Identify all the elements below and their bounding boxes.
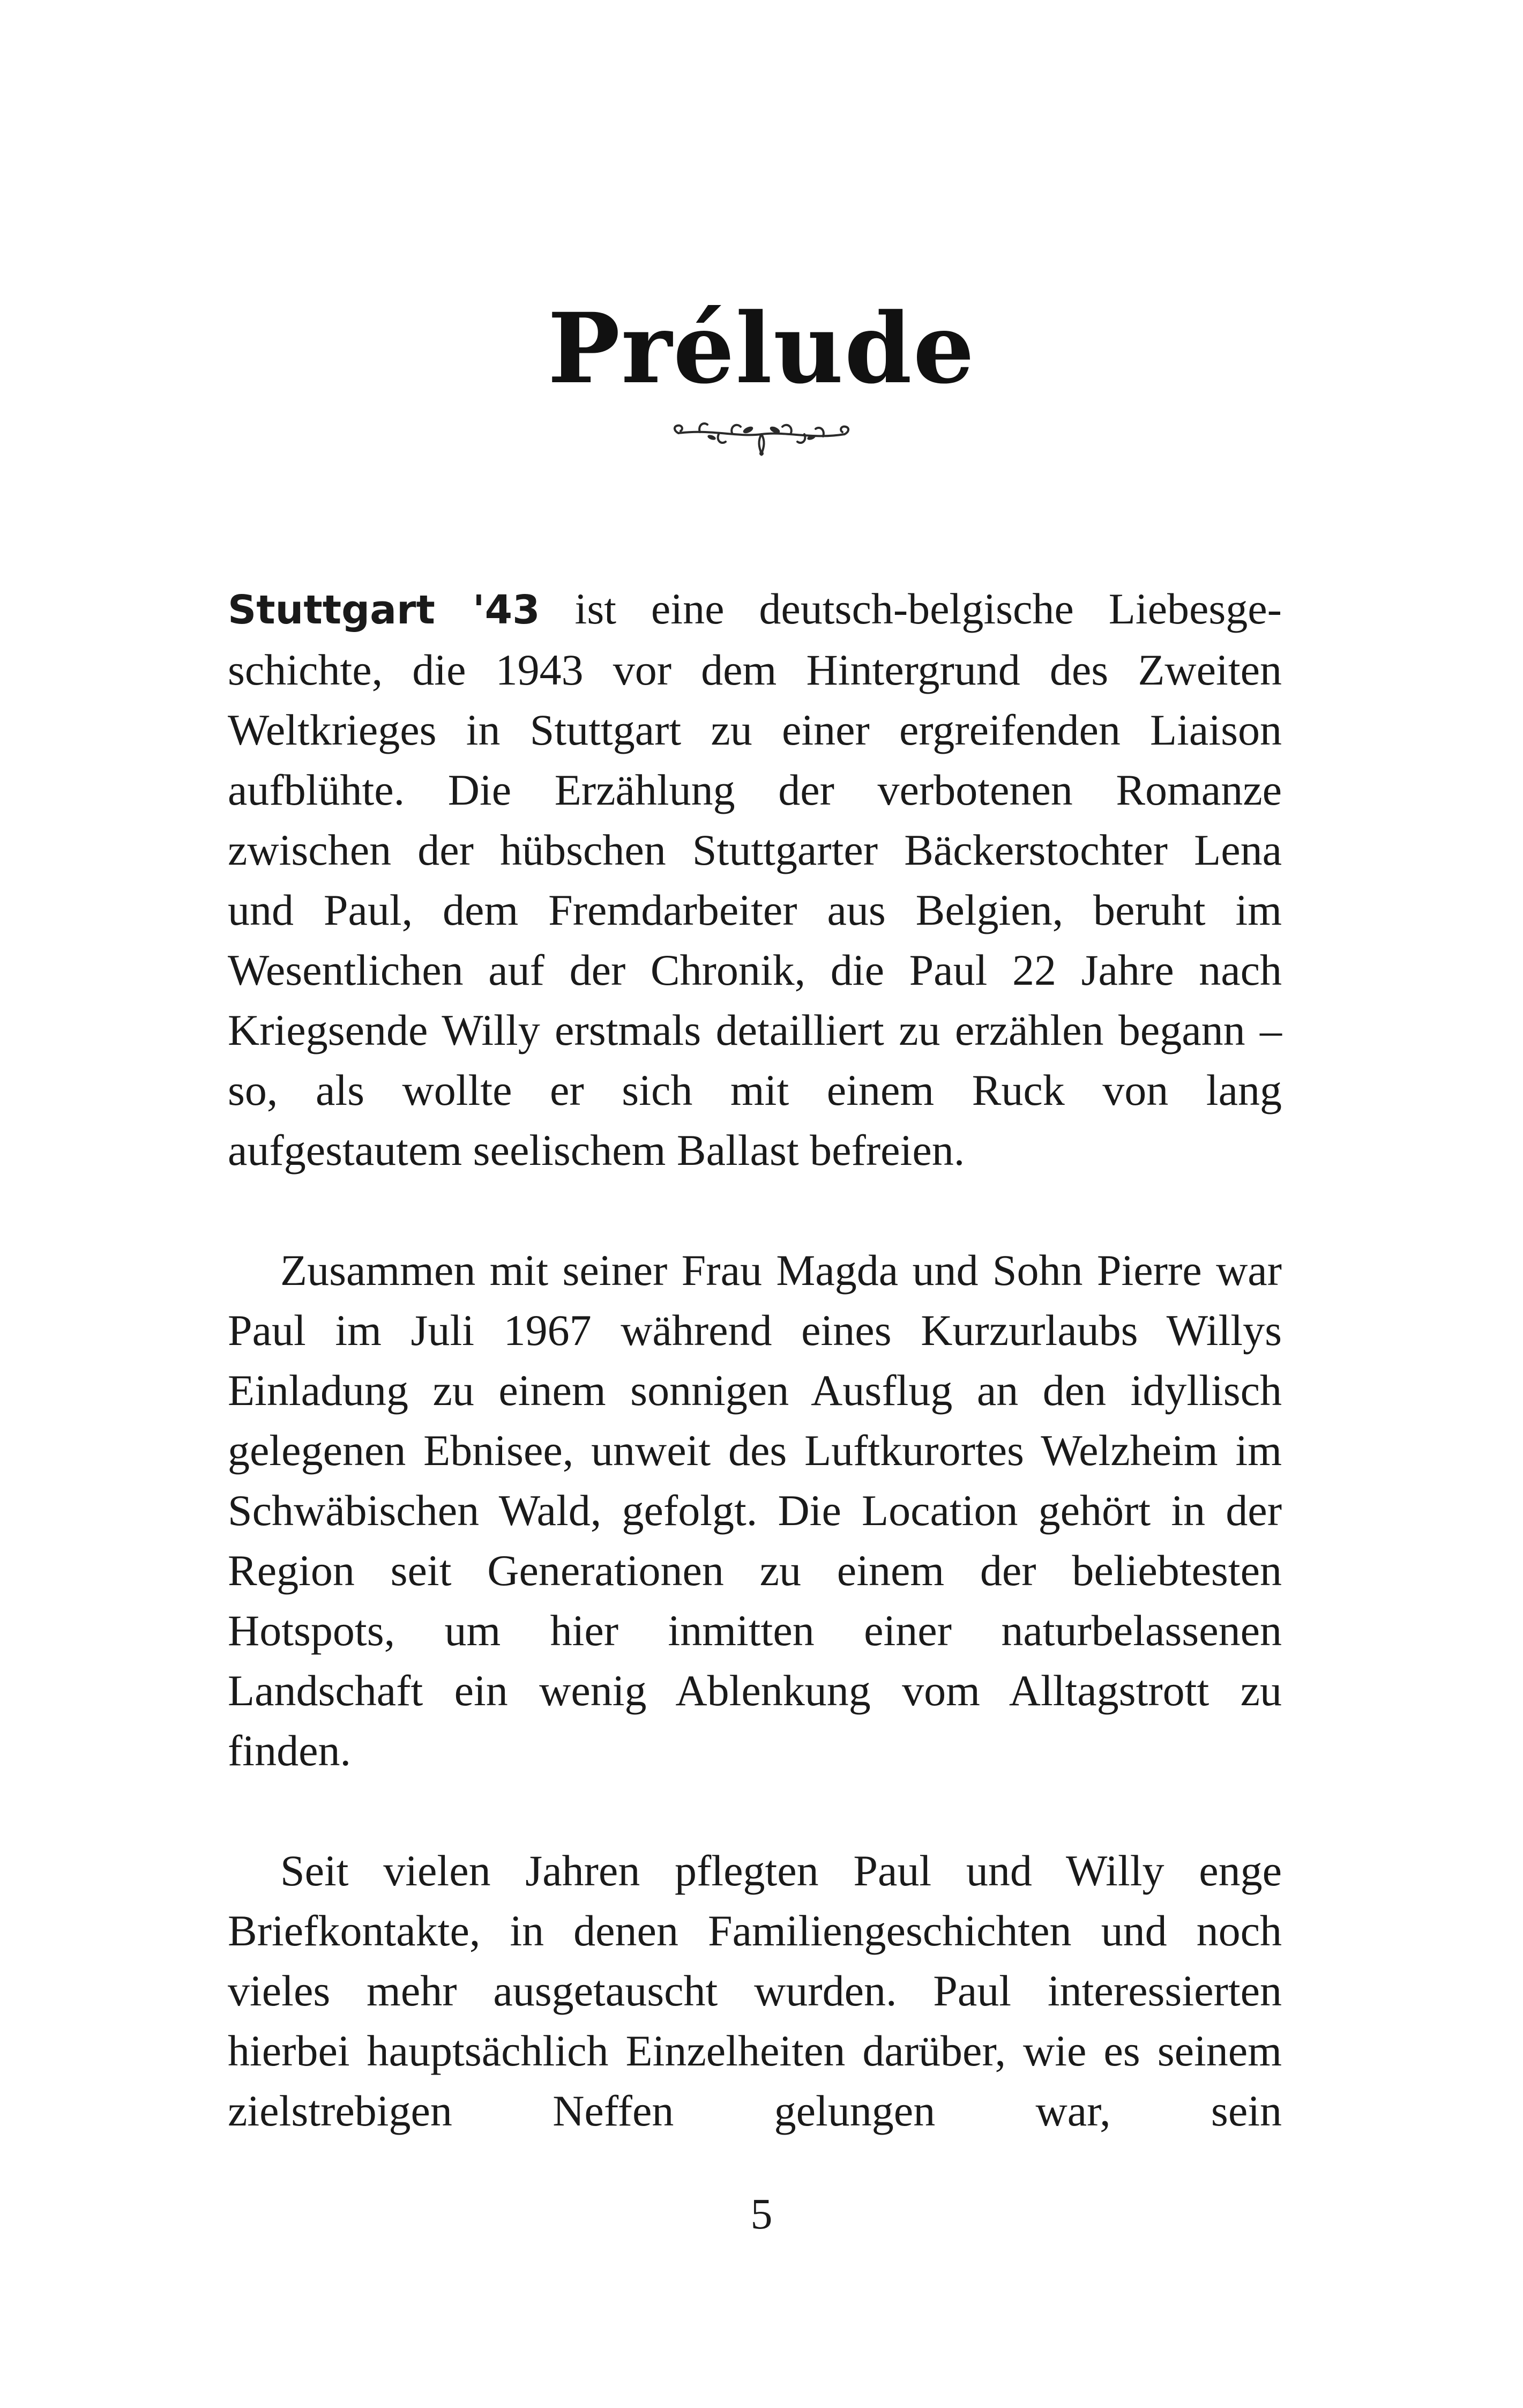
paragraph-2: Zusammen mit seiner Frau Magda und Sohn Pierre war Paul im Juli 1967 während eines Kurzurlaubs Willys Einladung zu einem sonnigen Ausflug an den idyllisch gelegenen Ebnisee, unweit des Luftkurortes Welzheim im Schwäbischen Wald, gefolgt. Die Location gehört in der Region seit Generationen zu einem der beliebtesten Hotspots, um hier inmitten einer naturbelassenen Landschaft ein wenig Ablenkung vom Alltagstrott zu finden. <box>228 1246 1282 1775</box>
paragraph-3: Seit vielen Jahren pflegten Paul und Willy enge Briefkontakte, in denen Familiengeschichten und noch vieles mehr ausgetauscht wurden. Paul interessierten hierbei hauptsächlich Einzelheiten darüber, wie es seinem zielstrebigen Neffen gelungen war, sein <box>228 1846 1282 2135</box>
paragraph-1 <box>228 579 1282 1180</box>
chapter-title: Prélude <box>547 292 976 405</box>
floral-vine-ornament-icon <box>668 413 855 461</box>
body-text <box>228 579 1282 2141</box>
book-title-bold: Stuttgart '43 <box>228 587 540 633</box>
page-number: 5 <box>750 2189 773 2238</box>
paragraph-1-text: ist eine deutsch-belgische Liebesgeschichte, die 1943 vor dem Hintergrund des Zweiten Weltkrieges in Stuttgart zu einer ergreifenden Liaison aufblühte. Die Erzählung der verbotenen Romanze zwischen der hübschen Stuttgarter Bäckerstochter Lena und Paul, dem Fremdarbeiter aus Belgien, beruht im Wesentlichen auf der Chronik, die Paul 22 Jahre nach Kriegsende Willy erstmals detailliert zu erzählen begann – so, als wollte er sich mit einem Ruck von lang aufgestautem seelischem Ballast befreien. <box>228 584 1282 1175</box>
